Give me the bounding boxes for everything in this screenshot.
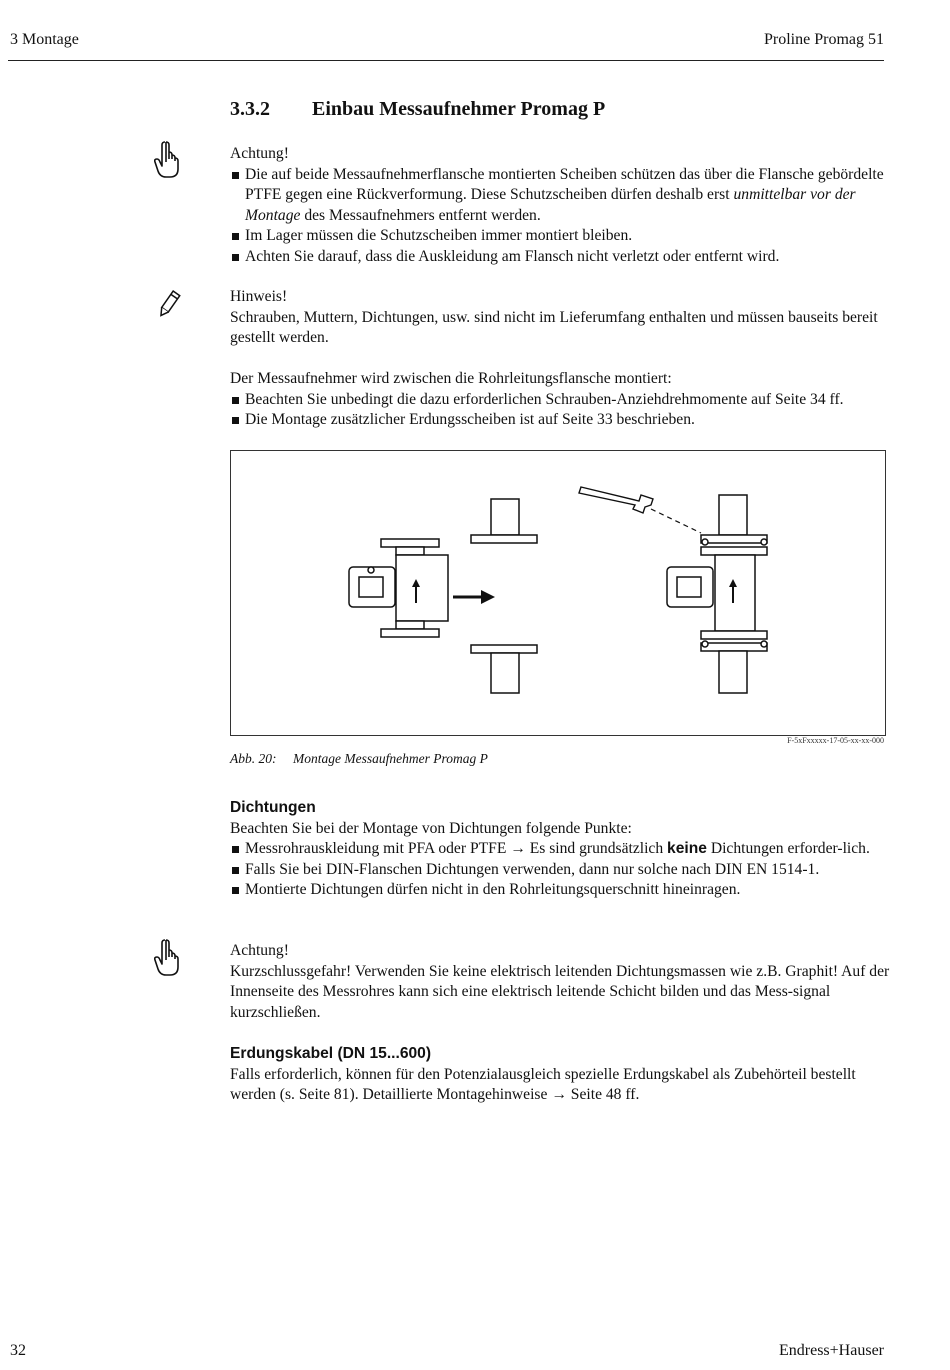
hand-pointing-icon [154,140,184,180]
pipe-bottom [491,653,519,693]
ground-heading: Erdungskabel (DN 15...600) [230,1045,432,1062]
flange-top [381,539,439,547]
caution-text: Kurzschlussgefahr! Verwenden Sie keine elektrisch leitenden Dichtungsmassen wie z.B. Graphit! Auf der Innenseite des Messrohres kann sich eine elektrisch leitende Schicht bilden und das Mess-signal kurzschließen. [230,962,890,1021]
mounting-block [230,369,890,431]
running-header-chapter: 3 Montage [10,31,79,48]
figure-id: F-5xFxxxxx-17-05-xx-xx-000 [787,736,884,745]
figure-mounting-diagram [230,450,886,736]
section-number: 3.3.2 [230,98,270,120]
section-heading [230,98,605,121]
sensor-body-installed [715,555,755,631]
note-block [230,287,890,349]
gaskets-intro: Beachten Sie bei der Montage von Dichtungen folgende Punkte: [230,819,632,837]
header-rule [8,60,884,61]
pipe-flange-bottom [471,645,537,653]
ground-cable-block [230,1044,890,1106]
sensor-body [396,555,448,621]
list-item: Die auf beide Messaufnehmerflansche montierten Scheiben schützen das über die Flansche gebördelte PTFE gegen eine Rückverformung. Diese Schutzscheiben dürfen deshalb erst unmittelbar vor der Montage des Messaufnehmers entfernt werden. [230,165,890,227]
section-title: Einbau Messaufnehmer Promag P [312,98,606,120]
caution-block-2 [230,941,890,1023]
pipe-flange-top [471,535,537,543]
gaskets-block [230,798,890,901]
caption-label: Abb. 20: [230,751,277,766]
list-item: Beachten Sie unbedingt die dazu erforderlichen Schrauben-Anziehdrehmomente auf Seite 34 ff. [230,390,890,411]
brand-name: Endress+Hauser [779,1342,884,1359]
note-label: Hinweis! [230,288,288,305]
figure-caption [230,751,488,767]
wrench-icon [579,487,653,513]
hand-pointing-icon [154,938,184,978]
caution-block-1 [230,144,890,267]
caution-label: Achtung! [230,145,289,162]
list-item: Messrohrauskleidung mit PFA oder PTFE → Es sind grundsätzlich keine Dichtungen erforder-lich. [230,839,890,860]
ground-text: Falls erforderlich, können für den Potenzialausgleich spezielle Erdungskabel als Zubehörteil bestellt werden (s. Seite 81). Detaillierte Montagehinweise → Seite 48 ff. [230,1065,856,1103]
mounting-intro: Der Messaufnehmer wird zwischen die Rohrleitungsflansche montiert: [230,370,672,387]
running-header-product: Proline Promag 51 [764,31,884,48]
pencil-icon [154,284,184,324]
note-text: Schrauben, Muttern, Dichtungen, usw. sind nicht im Lieferumfang enthalten und müssen bauseits bereit gestellt werden. [230,308,878,346]
list-item: Achten Sie darauf, dass die Auskleidung am Flansch nicht verletzt oder entfernt wird. [230,247,890,268]
caption-text: Montage Messaufnehmer Promag P [293,751,488,766]
list-item: Montierte Dichtungen dürfen nicht in den Rohrleitungsquerschnitt hineinragen. [230,880,890,901]
list-item: Im Lager müssen die Schutzscheiben immer montiert bleiben. [230,226,890,247]
list-item: Die Montage zusätzlicher Erdungsscheiben ist auf Seite 33 beschrieben. [230,410,890,431]
list-item: Falls Sie bei DIN-Flanschen Dichtungen verwenden, dann nur solche nach DIN EN 1514-1. [230,860,890,881]
page-number: 32 [10,1342,26,1359]
flange-bottom [381,629,439,637]
mounting-diagram [231,451,885,735]
pipe-top [491,499,519,535]
gaskets-heading: Dichtungen [230,799,316,816]
caution-label: Achtung! [230,942,289,959]
